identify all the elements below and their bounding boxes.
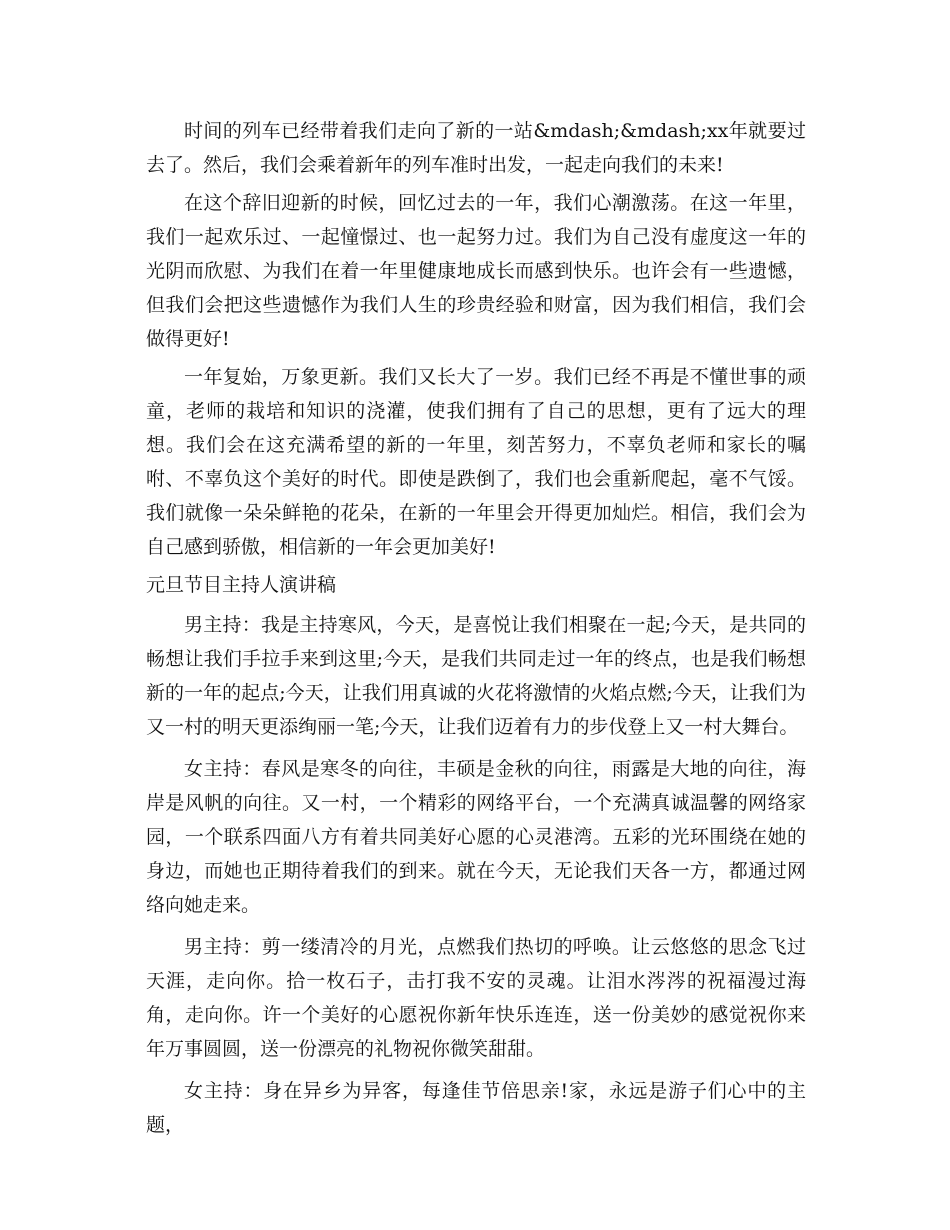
paragraph-reflection: 在这个辞旧迎新的时候，回忆过去的一年，我们心潮激荡。在这一年里，我们一起欢乐过、一起憧憬过、也一起努力过。我们为自己没有虚度这一年的光阴而欣慰、为我们在着一年里健康地成长而感到快乐。也许会有一些遗憾，但我们会把这些遗憾作为我们人生的珍贵经验和财富，因为我们相信，我们会做得更好! <box>146 192 806 350</box>
paragraph-female-host-1: 女主持：春风是寒冬的向往，丰硕是金秋的向往，雨露是大地的向往，海岸是风帆的向往。又一村，一个精彩的网络平台，一个充满真诚温馨的网络家园，一个联系四面八方有着共同美好心愿的心灵港湾。五彩的光环围绕在她的身边，而她也正期待着我们的到来。就在今天，无论我们天各一方，都通过网络向她走来。 <box>146 758 806 916</box>
paragraph-female-host-2: 女主持：身在异乡为异客，每逢佳节倍思亲!家，永远是游子们心中的主题， <box>146 1080 806 1136</box>
paragraph-new-year: 一年复始，万象更新。我们又长大了一岁。我们已经不再是不懂世事的顽童，老师的栽培和知识的浇灌，使我们拥有了自己的思想，更有了远大的理想。我们会在这充满希望的新的一年里，刻苦努力，不辜负老师和家长的嘱咐、不辜负这个美好的时代。即使是跌倒了，我们也会重新爬起，毫不气馁。我们就像一朵朵鲜艳的花朵，在新的一年里会开得更加灿烂。相信，我们会为自己感到骄傲，相信新的一年会更加美好! <box>146 366 806 558</box>
paragraph-male-host-1: 男主持：我是主持寒风，今天，是喜悦让我们相聚在一起;今天，是共同的畅想让我们手拉手来到这里;今天，是我们共同走过一年的终点，也是我们畅想新的一年的起点;今天，让我们用真诚的火花将激情的火焰点燃;今天，让我们为又一村的明天更添绚丽一笔;今天，让我们迈着有力的步伐登上又一村大舞台。 <box>146 614 806 738</box>
document-body <box>146 114 806 1150</box>
paragraph-male-host-2: 男主持：剪一缕清冷的月光，点燃我们热切的呼唤。让云悠悠的思念飞过天涯，走向你。拾一枚石子，击打我不安的灵魂。让泪水涔涔的祝福漫过海角，走向你。许一个美好的心愿祝你新年快乐连连，送一份美妙的感觉祝你来年万事圆圆，送一份漂亮的礼物祝你微笑甜甜。 <box>146 936 806 1060</box>
paragraph-intro: 时间的列车已经带着我们走向了新的一站&mdash;&mdash;xx年就要过去了。然后，我们会乘着新年的列车准时出发，一起走向我们的未来! <box>146 120 806 176</box>
section-heading: 元旦节目主持人演讲稿 <box>146 574 337 596</box>
